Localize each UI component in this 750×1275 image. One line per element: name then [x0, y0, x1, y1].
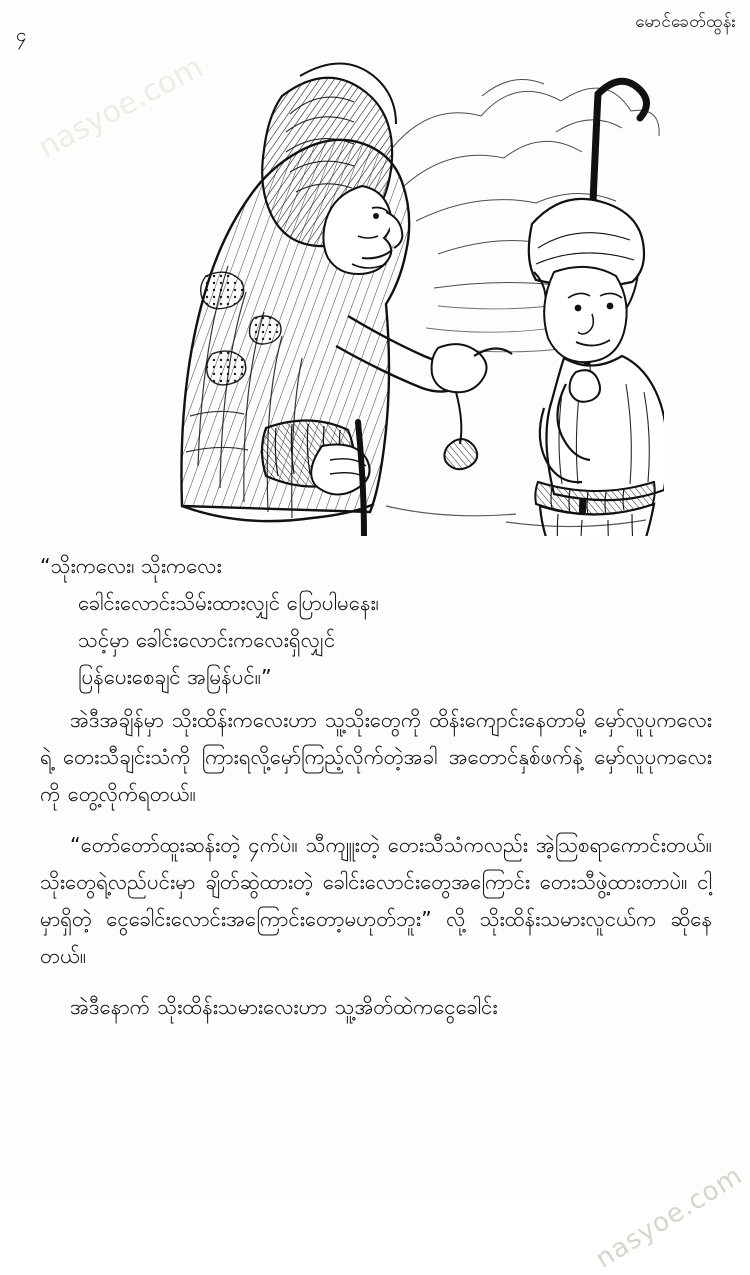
- verse-line-3: သင့်မှာ ခေါင်းလောင်းကလေးရှိလျှင်: [78, 628, 336, 652]
- verse-block: [40, 548, 712, 696]
- page-number: ၄: [16, 24, 27, 46]
- watermark: nasyoe.com: [590, 1160, 748, 1275]
- paragraph-1: အဲဒီအချိန်မှာ သိုးထိန်းကလေးဟာ သူ့သိုးတွေကို ထိန်းကျောင်းနေတာမို့ မှော်လူပုကလေးရဲ့ တေးသီချင်းသံကို ကြားရလို့မှော်ကြည့်လိုက်တဲ့အခါ အတောင်နှစ်ဖက်နဲ့ မှော်လူပုကလေးကို တွေ့လိုက်ရတယ်။: [40, 708, 712, 806]
- illustration: [86, 36, 664, 536]
- paragraph-2: “တော်တော်ထူးဆန်းတဲ့ ၄က်ပဲ။ သီကျူးတဲ့ တေးသီသံကလည်း အဲ့သြစရာကောင်းတယ်။ သိုးတွေရဲ့လည်ပင်းမှာ ချိတ်ဆွဲထားတဲ့ ခေါင်းလောင်းတွေအကြောင်း တေးသီဖွဲ့ထားတာပဲ။ ငါ့မှာရှိတဲ့ ငွေခေါင်းလောင်းအကြောင်းတော့မဟုတ်ဘူး” လို့ သိုးထိန်းသမားလူငယ်က ဆိုနေတယ်။: [40, 833, 712, 968]
- verse-line-2: ခေါင်းလောင်းသိမ်းထားလျှင် ပြောပါမနေး၊: [78, 591, 379, 615]
- page-body: [40, 548, 712, 1028]
- old-woman-figure: [181, 63, 512, 536]
- illustration-svg: [86, 36, 664, 536]
- verse-line-4: ပြန်ပေးစေချင် အမြန်ပင်။”: [78, 665, 272, 689]
- shepherd-boy-figure: [529, 199, 664, 536]
- verse-line-1: “သိုးကလေး၊ သိုးကလေး: [40, 554, 222, 578]
- watermark-ghost: nasyoe.com: [32, 49, 209, 166]
- paragraph-3: အဲဒီနောက် သိုးထိန်းသမားလေးဟာ သူ့အိတ်ထဲကငွေခေါင်း: [70, 995, 498, 1019]
- book-title: မောင်ခေတ်ထွန်း: [635, 12, 736, 32]
